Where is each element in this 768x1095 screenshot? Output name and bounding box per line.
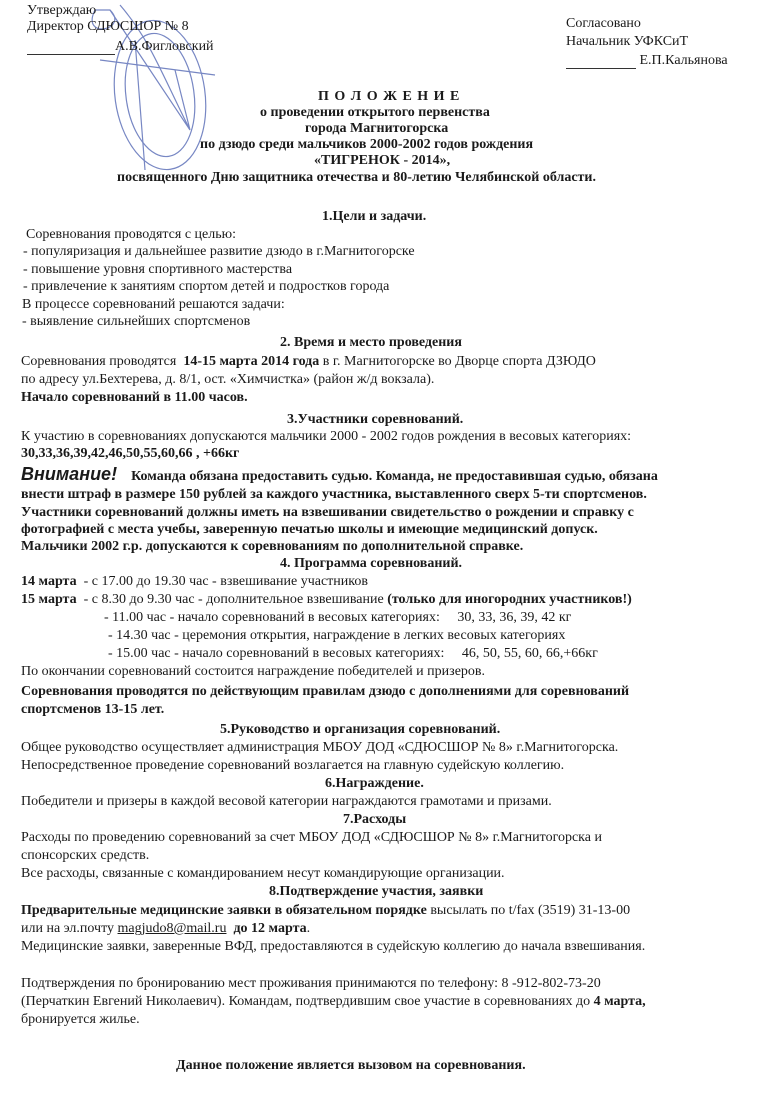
s8-line-5: (Перчаткин Евгений Николаевич). Командам, подтвердившим свое участие в соревнованиях до 4 марта, [21, 994, 646, 1009]
s3-line-1: К участию в соревнованиях допускаются мальчики 2000 - 2002 годов рождения в весовых категориях: [21, 429, 632, 444]
s7-line: Все расходы, связанные с командированием несут командирующие организации. [21, 866, 505, 881]
section-3-heading: 3.Участники соревнований. [287, 412, 464, 427]
s4-item-3: - 15.00 час - начало соревнований в весовых категориях: 46, 50, 55, 60, 66,+66кг [108, 646, 598, 661]
s5-line: Непосредственное проведение соревнований возлагается на главную судейскую коллегию. [21, 758, 565, 773]
s2-line-1: Соревнования проводятся 14-15 марта 2014 года в г. Магнитогорске во Дворце спорта ДЗЮДО [21, 354, 596, 369]
s8-line-1: Предварительные медицинские заявки в обязательном порядке высылать по t/fax (3519) 31-13-00 [21, 903, 631, 918]
s1-line: - популяризация и дальнейшее развитие дзюдо в г.Магнитогорске [23, 244, 415, 259]
section-8-heading: 8.Подтверждение участия, заявки [269, 884, 484, 899]
s1-line: В процессе соревнований решаются задачи: [22, 297, 285, 312]
s7-line: спонсорских средств. [21, 848, 150, 863]
signature-line [27, 42, 115, 55]
s4-line-1: По окончании соревнований состоится награждение победителей и призеров. [21, 664, 486, 679]
agreed-label: Согласовано [566, 16, 641, 31]
director-title: Директор СДЮСШОР № 8 [27, 19, 189, 34]
section-6-heading: 6.Награждение. [325, 776, 424, 791]
s4-day-2: 15 марта - с 8.30 до 9.30 час - дополнительное взвешивание (только для иногородних участников!) [21, 592, 632, 607]
section-1-heading: 1.Цели и задачи. [322, 209, 427, 224]
title-line-3: по дзюдо среди мальчиков 2000-2002 годов рождения [200, 137, 534, 152]
s3-line: Участники соревнований должны иметь на взвешивании свидетельство о рождении и справку с [21, 505, 634, 520]
s1-line: Соревнования проводятся с целью: [26, 227, 236, 242]
s1-line: - повышение уровня спортивного мастерства [23, 262, 293, 277]
head-signature: Е.П.Кальянова [566, 52, 728, 69]
footer-note: Данное положение является вызовом на соревнования. [176, 1058, 526, 1073]
title-line-4: «ТИГРЕНОК - 2014», [314, 153, 451, 168]
s2-line-2: по адресу ул.Бехтерева, д. 8/1, ост. «Химчистка» (район ж/д вокзала). [21, 372, 435, 387]
s7-line: Расходы по проведению соревнований за счет МБОУ ДОД «СДЮСШОР № 8» г.Магнитогорска и [21, 830, 602, 845]
title-line-2: города Магнитогорска [305, 121, 449, 136]
s1-line: - привлечение к занятиям спортом детей и подростков города [23, 279, 390, 294]
s4-rules-line: Соревнования проводятся по действующим правилам дзюдо с дополнениями для соревнований [21, 684, 630, 699]
s8-line-2: или на эл.почту magjudo8@mail.ru до 12 марта. [21, 921, 311, 936]
section-5-heading: 5.Руководство и организация соревнований. [220, 722, 501, 737]
section-4-heading: 4. Программа соревнований. [280, 556, 463, 571]
doc-title: П О Л О Ж Е Н И Е [318, 89, 461, 104]
head-title: Начальник УФКСиТ [566, 34, 689, 49]
director-signature: А.В.Фигловский [27, 38, 214, 55]
s3-line: фотографией с места учебы, заверенную печатью школы и имеющие медицинский допуск. [21, 522, 598, 537]
approve-label: Утверждаю [27, 3, 97, 18]
s4-item-2: - 14.30 час - церемония открытия, награждение в легких весовых категориях [108, 628, 566, 643]
section-7-heading: 7.Расходы [343, 812, 407, 827]
s3-line: Мальчики 2002 г.р. допускаются к соревнованиям по дополнительной справке. [21, 539, 524, 554]
email-link[interactable]: magjudo8@mail.ru [117, 921, 227, 936]
s8-line-6: бронируется жилье. [21, 1012, 140, 1027]
s8-line-3: Медицинские заявки, заверенные ВФД, предоставляются в судейскую коллегию до начала взвешивания. [21, 939, 646, 954]
s3-weights: 30,33,36,39,42,46,50,55,60,66 , +66кг [21, 446, 240, 461]
s5-line: Общее руководство осуществляет администрация МБОУ ДОД «СДЮСШОР № 8» г.Магнитогорска. [21, 740, 619, 755]
section-2-heading: 2. Время и место проведения [280, 335, 462, 350]
s1-line: - выявление сильнейших спортсменов [22, 314, 251, 329]
s2-start-time: Начало соревнований в 11.00 часов. [21, 390, 248, 405]
s3-line: внести штраф в размере 150 рублей за каждого участника, выставленного сверх 5-ти спортсменов. [21, 487, 647, 502]
s6-line: Победители и призеры в каждой весовой категории награждаются грамотами и призами. [21, 794, 552, 809]
s3-warning-line: Внимание! Команда обязана предоставить судью. Команда, не предоставившая судью, обязана [21, 464, 658, 484]
signature-line [566, 56, 636, 69]
s4-item-1: - 11.00 час - начало соревнований в весовых категориях: 30, 33, 36, 39, 42 кг [104, 610, 572, 625]
title-line-1: о проведении открытого первенства [260, 105, 490, 120]
title-line-5: посвященного Дню защитника отечества и 80-летию Челябинской области. [117, 170, 596, 185]
s4-day-1: 14 марта - с 17.00 до 19.30 час - взвешивание участников [21, 574, 368, 589]
warning-label: Внимание! [21, 464, 118, 484]
s4-rules-line: спортсменов 13-15 лет. [21, 702, 165, 717]
s8-line-4: Подтверждения по бронированию мест проживания принимаются по телефону: 8 -912-802-73-20 [21, 976, 601, 991]
